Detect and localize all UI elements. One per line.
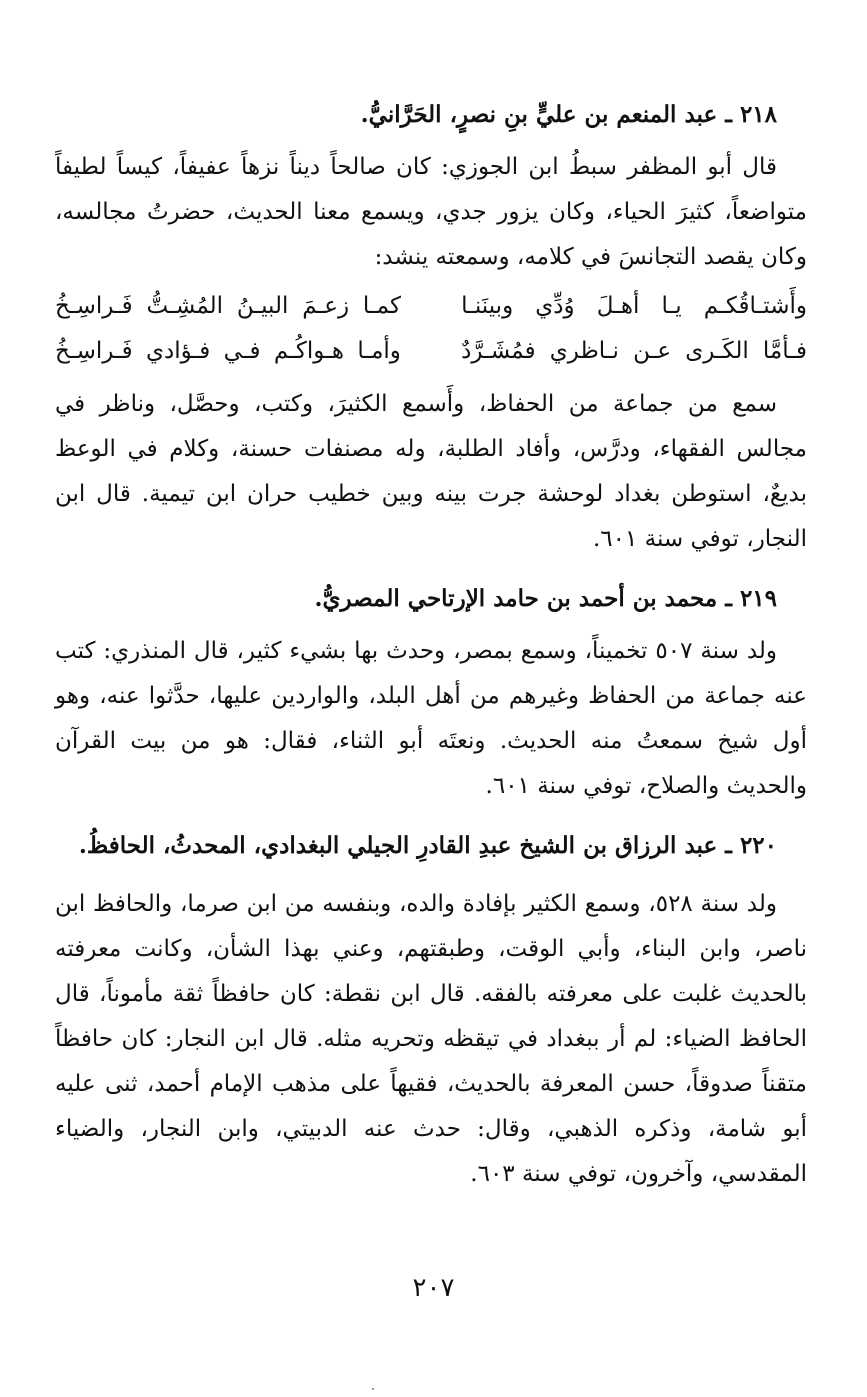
entry-218-paragraph: قال أبو المظفر سبطُ ابن الجوزي: كان صالحاً ديناً نزهاً عفيفاً، كيساً لطيفاً متواضعاً، كثيرَ الحياء، وكان يزور جدي، ويسمع معنا الحديث، حضرتُ مجالسه، وكان يقصد التجانسَ في كلامه، وسمعته ينشد:	[55, 154, 807, 270]
verse-1-second-hemistich: كمـا زعـمَ البيـنُ المُشِـتُّ فَـراسِـخُ	[55, 293, 401, 319]
entry-title-218: ٢١٨ ـ عبد المنعم بن عليٍّ بنِ نصرٍ، الحَرَّانيُّ.	[360, 101, 777, 128]
verse-2-first-hemistich: فـأمَّا الكَـرى عـن نـاظري فمُشَـرَّدٌ	[461, 338, 807, 364]
entry-title-219: ٢١٩ ـ محمد بن أحمد بن حامد الإرتاحي المصريُّ.	[314, 585, 777, 612]
entry-219-paragraph: ولد سنة ٥٠٧ تخميناً، وسمع بمصر، وحدث بها بشيء كثير، قال المنذري: كتب عنه جماعة من الحفاظ وغيرهم من أهل البلد، والواردين عليها، حدَّثوا عنه، وهو أول شيخ سمعتُ منه الحديث. ونعتَه أبو الثناء، فقال: هو من بيت القرآن والحديث والصلاح، توفي سنة ٦٠١.	[55, 638, 807, 799]
verse-1-first-hemistich: وأَشتـاقُكـم يـا أهـلَ وُدِّي وبينَنـا	[461, 293, 807, 319]
entry-220-paragraph: ولد سنة ٥٢٨، وسمع الكثير بإفادة والده، وبنفسه من ابن صرما، والحافظ ابن ناصر، وابن البناء، وأبي الوقت، وطبقتهم، وعني بهذا الشأن، وكانت معرفته بالحديث غلبت على معرفته بالفقه. قال ابن نقطة: كان حافظاً ثقة مأموناً، قال الحافظ الضياء: لم أر ببغداد في تيقظه وتحريه مثله. قال ابن النجار: كان حافظاً متقناً صدوقاً، حسن المعرفة بالحديث، فقيهاً على مذهب الإمام أحمد، ثنى عليه أبو شامة، وذكره الذهبي، وقال: حدث عنه الدبيتي، وابن النجار، والضياء المقدسي، وآخرون، توفي سنة ٦٠٣.	[55, 891, 807, 1187]
poem-verse-2	[55, 329, 807, 374]
verse-2-second-hemistich: وأمـا هـواكُـم فـي فـؤادي فَـراسِـخُ	[55, 338, 401, 364]
poem-verse-1	[55, 284, 807, 329]
entry-title-220: ٢٢٠ ـ عبد الرزاق بن الشيخ عبدِ القادرِ الجيلي البغدادي، المحدثُ، الحافظُ.	[78, 832, 777, 859]
scan-speck	[372, 1388, 374, 1390]
poem	[55, 284, 807, 374]
page-number: ٢٠٧	[412, 1273, 455, 1303]
entry-218-after-poem: سمع من جماعة من الحفاظ، وأَسمع الكثيرَ، وكتب، وحصَّل، وناظر في مجالس الفقهاء، ودرَّس، وأفاد الطلبة، وله مصنفات حسنة، وكلام في الوعظ بديعٌ، استوطن بغداد لوحشة جرت بينه وبين خطيب حران ابن تيمية. قال ابن النجار، توفي سنة ٦٠١.	[55, 391, 807, 552]
page-content	[55, 92, 807, 1197]
